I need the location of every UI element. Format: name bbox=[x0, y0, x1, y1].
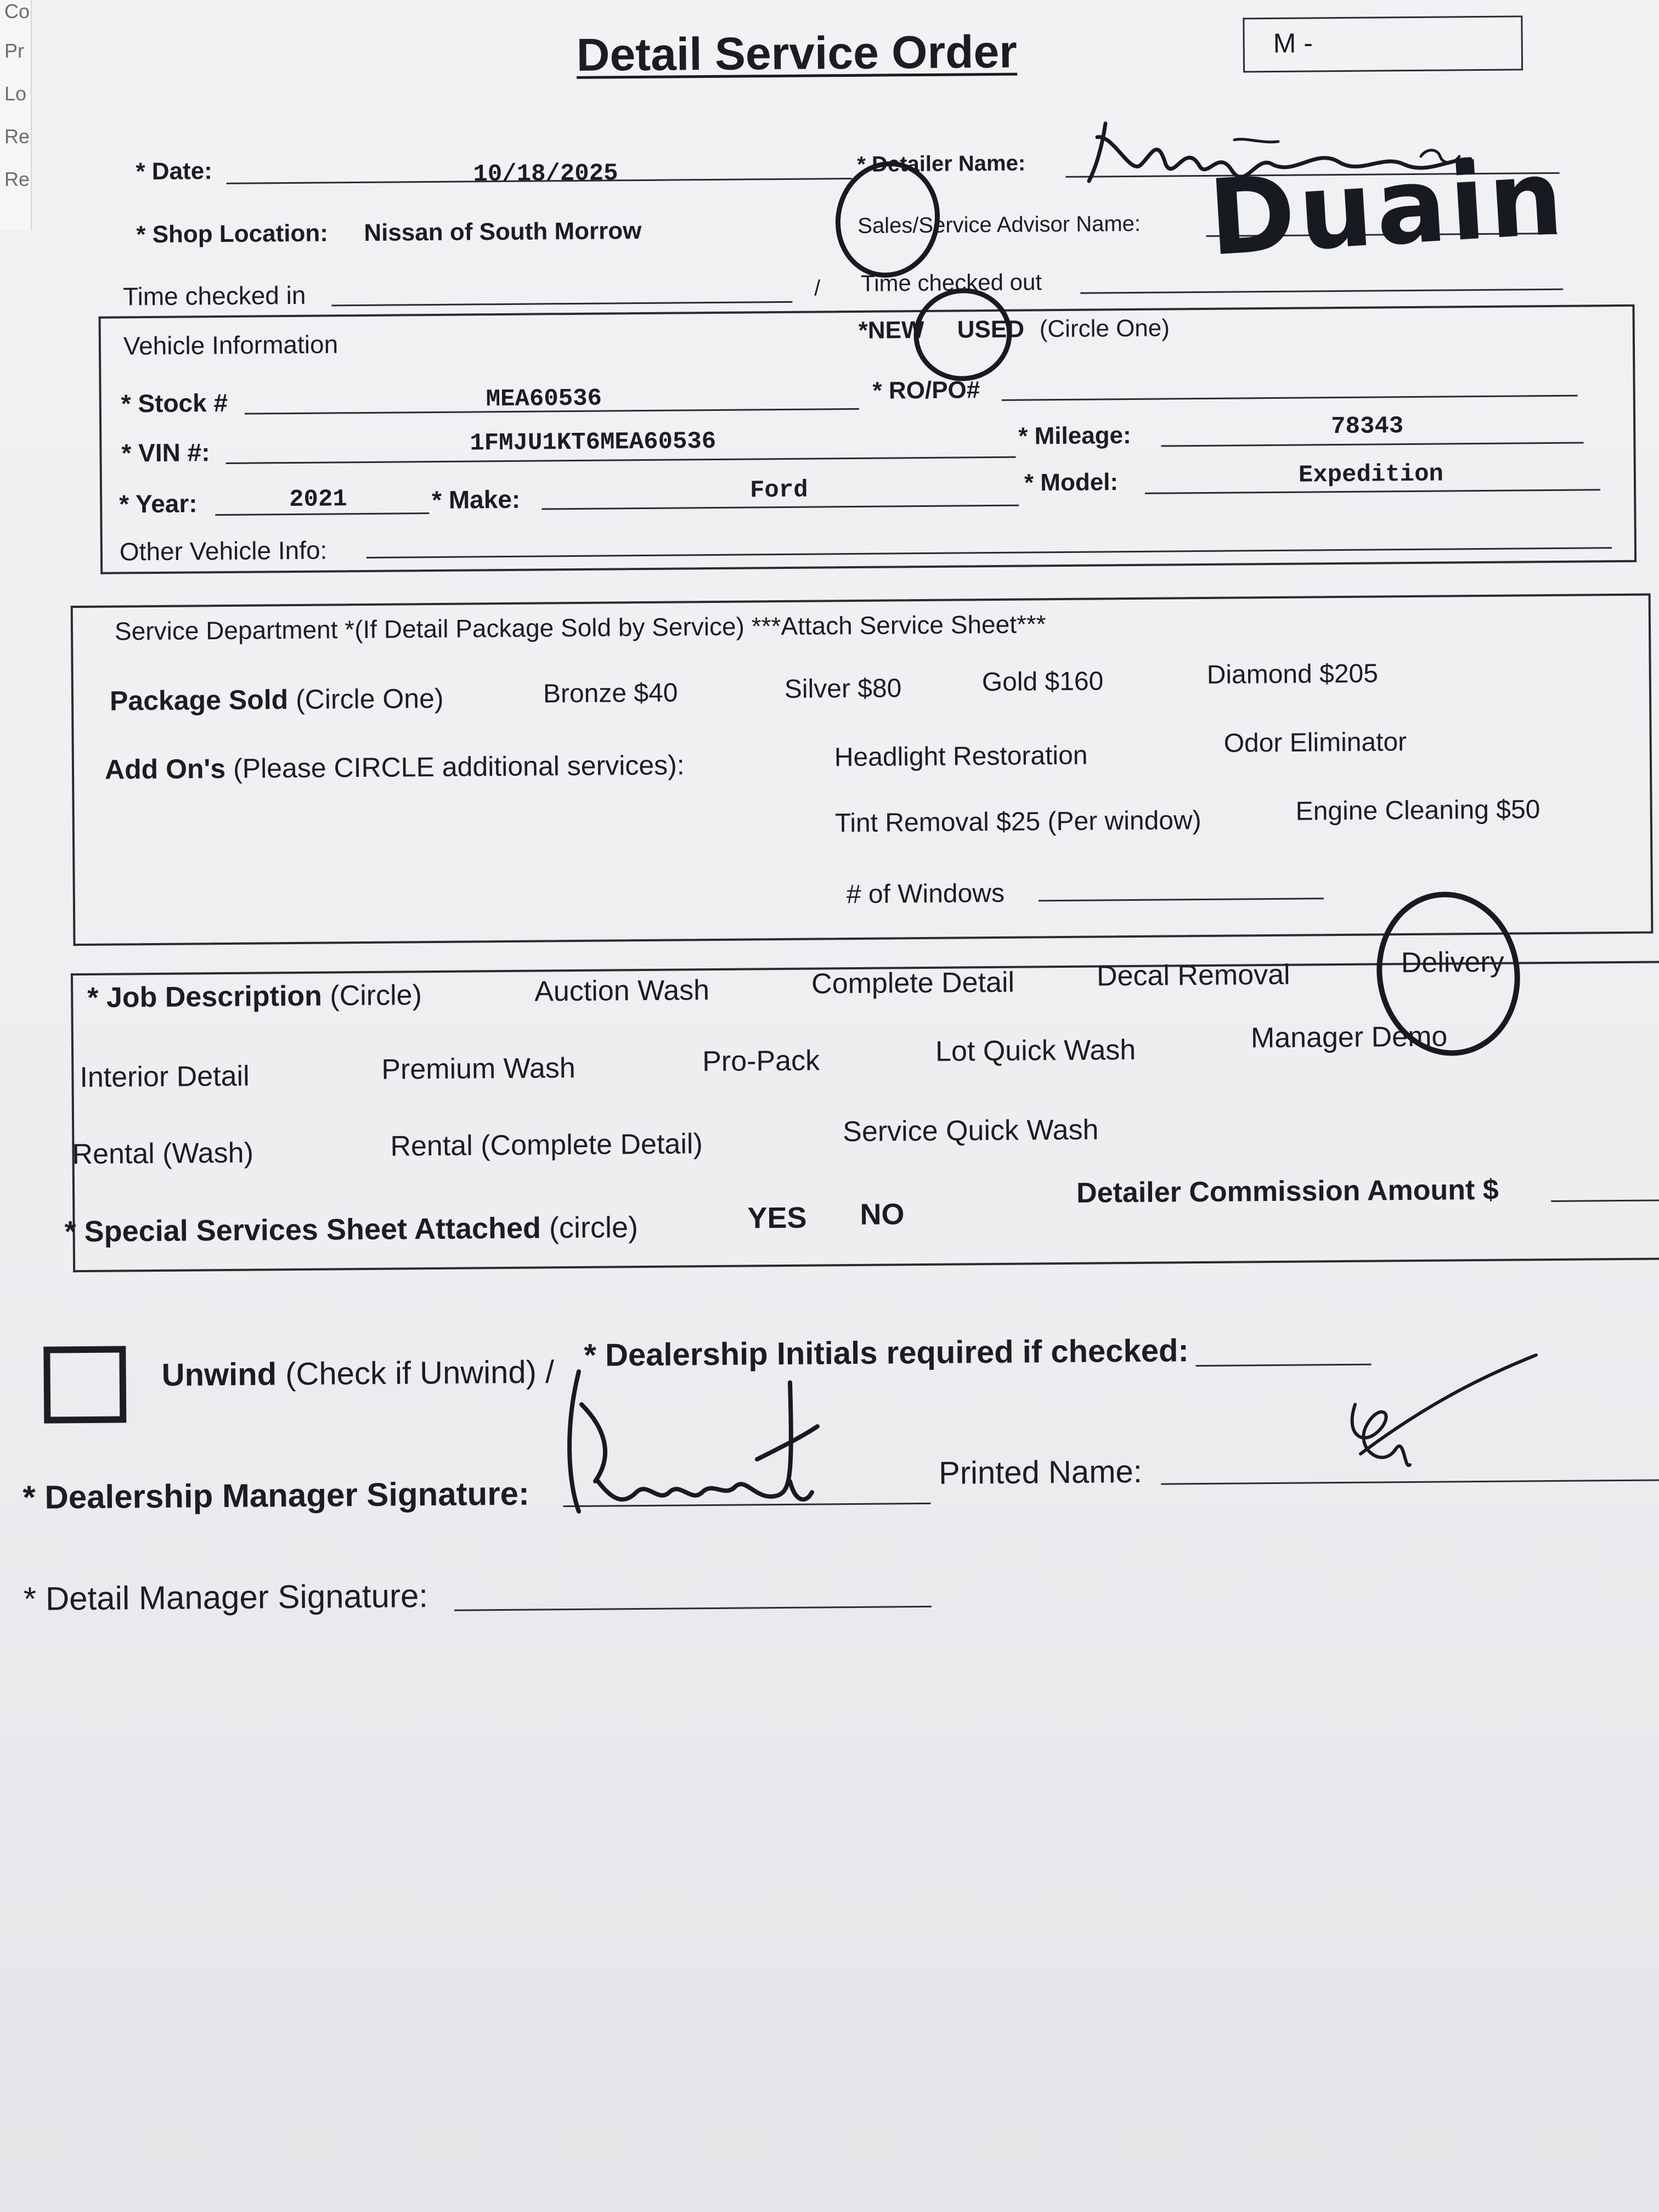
service-department-header: Service Department *(If Detail Package Sold by Service) ***Attach Service Sheet*** bbox=[114, 610, 1046, 646]
circle-one-hint: (Circle One) bbox=[1039, 314, 1170, 343]
windows-label: # of Windows bbox=[846, 878, 1005, 910]
stock-label: * Stock # bbox=[121, 388, 228, 418]
used-circle-mark bbox=[911, 285, 1015, 385]
under-page-text: Lo bbox=[4, 82, 27, 105]
job-option: Auction Wash bbox=[534, 974, 710, 1008]
circle-mark bbox=[828, 155, 947, 285]
new-label: *NEW bbox=[858, 316, 924, 344]
detail-manager-signature-label: * Detail Manager Signature: bbox=[23, 1577, 428, 1617]
job-description-hint: (Circle) bbox=[330, 979, 422, 1012]
job-option: Rental (Complete Detail) bbox=[390, 1128, 703, 1163]
add-on-option: Odor Eliminator bbox=[1223, 727, 1407, 758]
mileage-value: 78343 bbox=[1330, 413, 1404, 441]
delivery-circle-mark bbox=[1367, 883, 1530, 1064]
package-option: Bronze $40 bbox=[543, 678, 678, 709]
advisor-name-label: Sales/Service Advisor Name: bbox=[857, 211, 1141, 238]
job-option: Service Quick Wash bbox=[843, 1114, 1099, 1148]
unwind-label: Unwind bbox=[161, 1356, 277, 1393]
package-sold-hint: (Circle One) bbox=[295, 682, 444, 715]
printed-name-label: Printed Name: bbox=[938, 1453, 1143, 1491]
advisor-name-handwritten: Duain bbox=[1205, 136, 1570, 279]
unwind-hint: (Check if Unwind) / bbox=[285, 1354, 555, 1392]
dealership-manager-signature-label: * Dealership Manager Signature: bbox=[22, 1475, 530, 1516]
detailer-name-label: * Detailer Name: bbox=[857, 151, 1026, 177]
shop-location-value: Nissan of South Morrow bbox=[364, 217, 642, 246]
model-value: Expedition bbox=[1298, 460, 1444, 489]
order-number-label: M - bbox=[1273, 27, 1313, 59]
shop-location-label: * Shop Location: bbox=[136, 219, 329, 249]
vin-value: 1FMJU1KT6MEA60536 bbox=[470, 427, 716, 458]
package-option: Silver $80 bbox=[784, 674, 902, 704]
make-value: Ford bbox=[749, 476, 808, 505]
make-label: * Make: bbox=[431, 484, 521, 515]
job-option: Pro-Pack bbox=[702, 1045, 820, 1078]
time-separator: / bbox=[814, 276, 821, 301]
manager-signature bbox=[569, 1372, 817, 1511]
model-label: * Model: bbox=[1024, 469, 1119, 496]
special-services-yes: YES bbox=[747, 1201, 807, 1235]
package-option: Diamond $205 bbox=[1206, 659, 1379, 690]
special-services-hint: (circle) bbox=[549, 1211, 639, 1245]
add-on-option: Headlight Restoration bbox=[834, 741, 1088, 772]
job-option: Manager Demo bbox=[1250, 1020, 1448, 1054]
package-sold-label: Package Sold bbox=[109, 684, 289, 716]
date-value: 10/18/2025 bbox=[473, 160, 618, 189]
under-page-text: Co bbox=[4, 0, 30, 22]
special-services-label: * Special Services Sheet Attached bbox=[64, 1211, 541, 1249]
commission-label: Detailer Commission Amount $ bbox=[1076, 1173, 1499, 1209]
under-page-text: Re bbox=[4, 168, 30, 190]
job-option: Lot Quick Wash bbox=[935, 1034, 1136, 1068]
add-on-option: Tint Removal $25 (Per window) bbox=[834, 806, 1201, 838]
year-value: 2021 bbox=[289, 486, 347, 514]
job-option: Premium Wash bbox=[381, 1052, 576, 1086]
job-option-selected: Delivery bbox=[1401, 946, 1504, 979]
time-in-label: Time checked in bbox=[123, 280, 306, 311]
year-label: * Year: bbox=[119, 489, 198, 518]
vehicle-info-label: Vehicle Information bbox=[123, 330, 338, 360]
job-option: Rental (Wash) bbox=[72, 1137, 254, 1171]
form-title: Detail Service Order bbox=[576, 25, 1018, 81]
mileage-label: * Mileage: bbox=[1018, 421, 1131, 450]
add-ons-hint: (Please CIRCLE additional services): bbox=[233, 749, 685, 784]
detailer-name-signature bbox=[1234, 139, 1459, 162]
job-option: Decal Removal bbox=[1096, 958, 1290, 992]
other-vehicle-info-label: Other Vehicle Info: bbox=[119, 535, 328, 566]
date-label: * Date: bbox=[136, 157, 213, 185]
time-out-label: Time checked out bbox=[860, 269, 1042, 296]
special-services-no: NO bbox=[860, 1198, 905, 1231]
add-on-option: Engine Cleaning $50 bbox=[1295, 795, 1541, 826]
add-ons-label: Add On's bbox=[104, 753, 226, 785]
stock-value: MEA60536 bbox=[486, 385, 602, 414]
detailer-name-signature bbox=[1089, 123, 1470, 181]
under-page-text: Re bbox=[4, 125, 30, 148]
package-option: Gold $160 bbox=[981, 667, 1104, 697]
job-description-label: * Job Description bbox=[87, 980, 323, 1014]
used-label: USED bbox=[957, 315, 1025, 343]
under-page-text: Pr bbox=[4, 40, 24, 62]
dealership-initials-label: * Dealership Initials required if checked: bbox=[584, 1333, 1189, 1373]
ro-po-label: * RO/PO# bbox=[872, 376, 980, 404]
vin-label: * VIN #: bbox=[121, 438, 210, 467]
job-option: Interior Detail bbox=[80, 1060, 250, 1094]
printed-name-initials bbox=[1352, 1355, 1536, 1465]
job-option: Complete Detail bbox=[811, 966, 1015, 1000]
